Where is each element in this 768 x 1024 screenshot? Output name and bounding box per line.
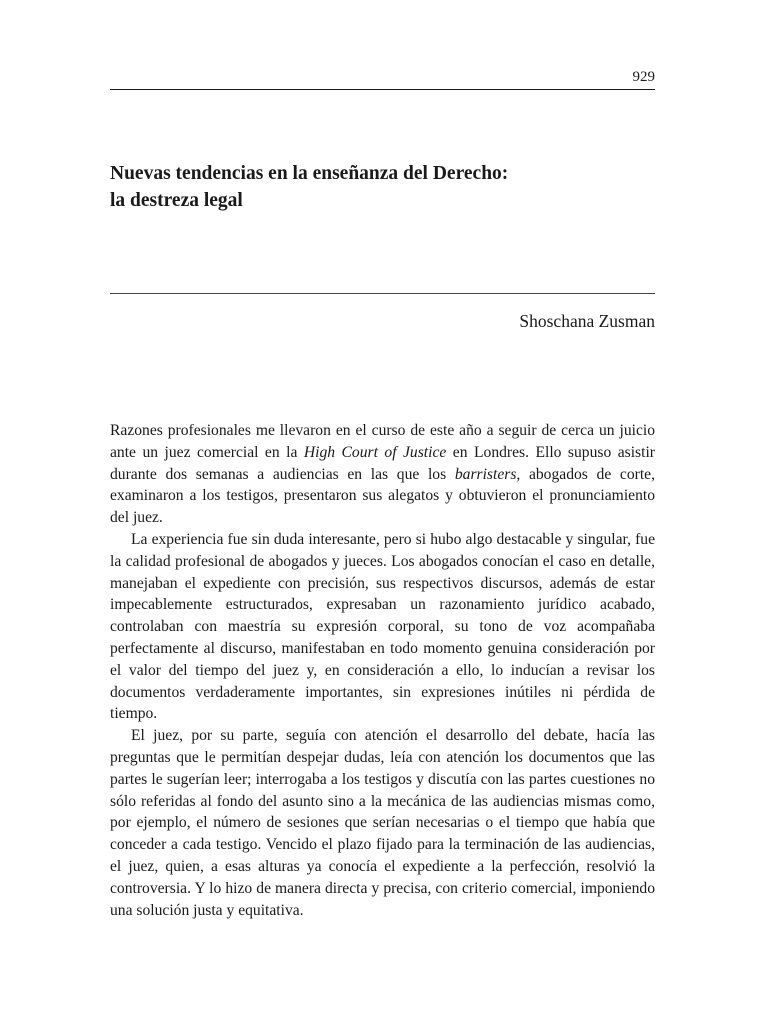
author-rule	[110, 293, 655, 294]
title-line-2: la destreza legal	[110, 190, 243, 211]
paragraph-2: La experiencia fue sin duda interesante, pero si hubo algo destacable y singular, fue la calidad profesional de abogados y jueces. Los abogados conocían el caso en detalle, manejaban el expediente con precisión, sus respectivos discursos, además de estar impecablemente estructurados, expresaban un razonamiento jurídico acabado, controlaban con maestría su expresión corporal, su tono de voz acompañaba perfectamente al discurso, manifestaban en todo momento genuina consideración por el valor del tiempo del juez y, en consideración a ello, lo inducían a revisar los documentos verdaderamente importantes, sin expresiones inútiles ni pérdida de tiempo.	[110, 530, 655, 723]
article-title	[110, 160, 655, 214]
paragraph-3: El juez, por su parte, seguía con atención el desarrollo del debate, hacía las preguntas que le permitían despejar dudas, leía con atención los documentos que las partes le sugerían leer; interrogaba a los testigos y discutía con las partes cuestiones no sólo referidas al fondo del asunto sino a la mecánica de las audiencias mismas como, por ejemplo, el número de sesiones que serían necesarias o el tiempo que había que conceder a cada testigo. Vencido el plazo fijado para la terminación de las audiencias, el juez, quien, a esas alturas ya conocía el expediente a la perfección, resolvió la controversia. Y lo hizo de manera directa y precisa, con criterio comercial, imponiendo una solución justa y equitativa.	[110, 727, 655, 919]
article-body	[110, 420, 655, 921]
paragraph-1-text-b: en Londres. Ello supuso asistir durante dos semanas a audiencias en las que los	[110, 443, 655, 483]
paragraph-1-text-a: Razones profesionales me llevaron en el curso de este año a seguir de cerca un juicio ante un juez comercial en la	[110, 422, 655, 461]
paragraph-1	[110, 420, 655, 529]
header-rule	[110, 89, 655, 90]
paragraph-1-text-c: abogados de corte, examinaron a los testigos, presentaron sus alegatos y obtuvieron el pronunciamiento del juez.	[110, 465, 655, 527]
court-name: High Court of Justice	[303, 443, 447, 461]
page-number: 929	[632, 69, 655, 85]
author-name: Shoschana Zusman	[519, 311, 655, 331]
title-line-1: Nuevas tendencias en la enseñanza del Derecho:	[110, 163, 509, 184]
barristers-term: barristers,	[454, 465, 521, 483]
